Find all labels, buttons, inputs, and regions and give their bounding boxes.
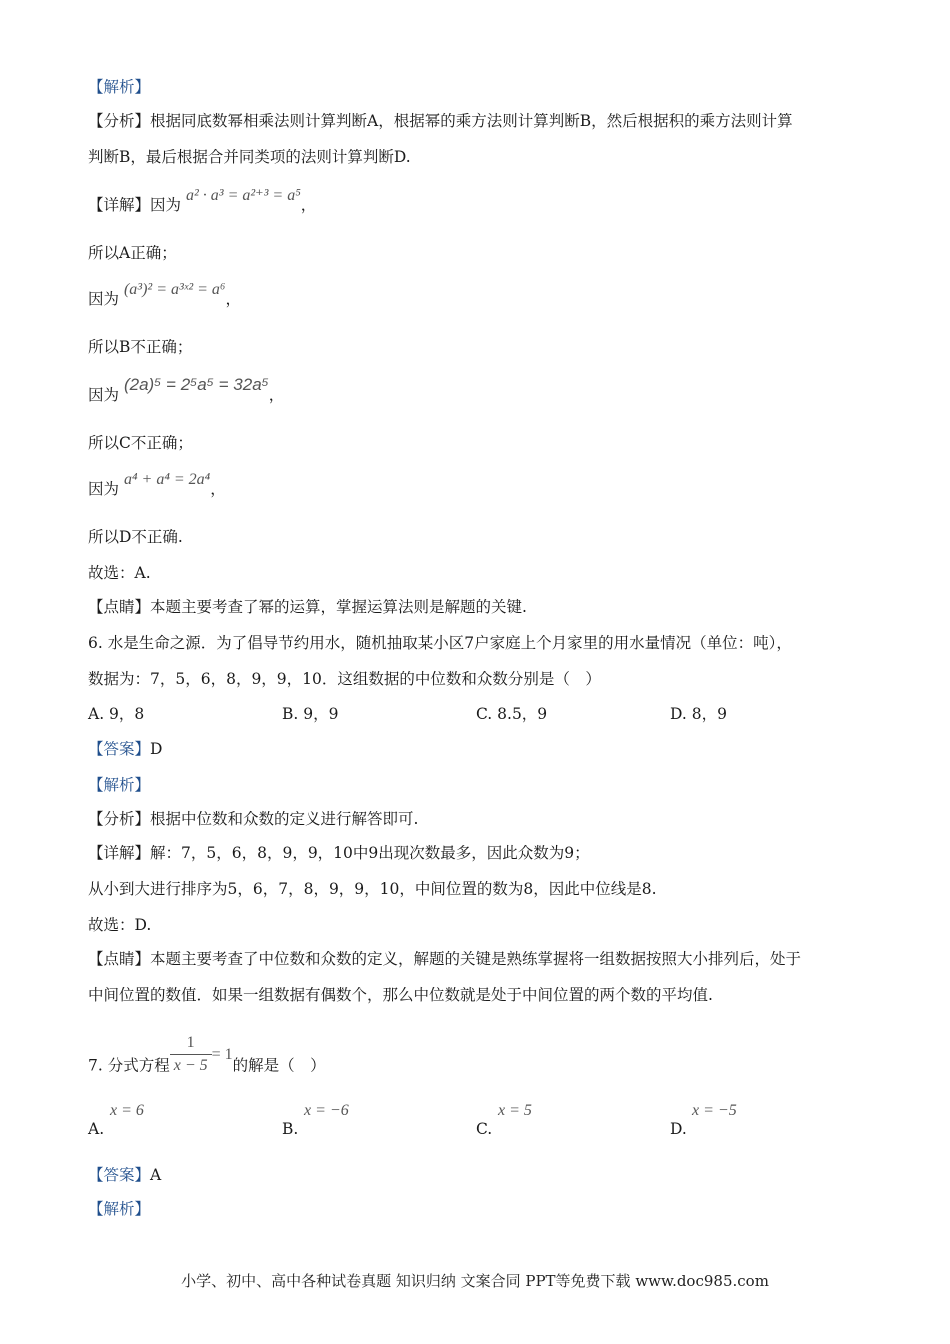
because-label: 因为 (88, 480, 120, 498)
q6-option-c: C. 8.5，9 (476, 705, 548, 723)
q7-option-c-value: x = 5 (498, 1102, 532, 1119)
q7-option-a-letter: A. (88, 1120, 105, 1138)
so-c: 所以C不正确； (88, 434, 193, 452)
answer-value: A (150, 1166, 162, 1184)
q6-option-b: B. 9，9 (282, 705, 339, 723)
fenxi-text: 根据中位数和众数的定义进行解答即可. (150, 810, 419, 828)
jiexi-heading: 【解析】 (88, 776, 151, 794)
comma: ， (210, 480, 226, 498)
q6-xiangjie-2: 从小到大进行排序为5，6，7，8，9，9，10，中间位置的数为8，因此中位线是8. (88, 880, 657, 898)
so-a: 所以A正确； (88, 244, 177, 262)
comma: ， (268, 386, 285, 404)
equation-c: (2a)⁵ = 2⁵a⁵ = 32a⁵ (123, 375, 269, 394)
daan-tag: 【答案】 (88, 740, 151, 758)
q7-prefix: 7. 分式方程 (88, 1056, 170, 1075)
fraction-numerator: 1 (186, 1034, 195, 1051)
q6-answer (88, 738, 162, 760)
q6-dianjing-2: 中间位置的数值．如果一组数据有偶数个，那么中位数就是处于中间位置的两个数的平均值. (88, 986, 713, 1004)
q6-choose: 故选：D. (88, 916, 152, 934)
q6-stem-2: 数据为：7，5，6，8，9，9，10．这组数据的中位数和众数分别是（ ） (88, 670, 601, 688)
q7-option-d-letter: D. (670, 1120, 687, 1138)
q7-option-c-letter: C. (476, 1120, 493, 1138)
jiexi-heading: 【解析】 (88, 78, 151, 96)
equation-b: (a³)² = a³ˣ² = a⁶ (123, 281, 226, 298)
fenxi-paragraph (88, 110, 793, 132)
equation-d: a⁴ + a⁴ = 2a⁴ (123, 471, 211, 488)
q6-xiangjie-1 (88, 842, 590, 864)
equation-a: a² · a³ = a²⁺³ = a⁵ (185, 187, 301, 204)
because-label: 因为 (88, 290, 120, 308)
comma: ， (300, 196, 317, 214)
q6-fenxi (88, 808, 418, 830)
q7-option-b-letter: B. (282, 1120, 299, 1138)
xiangjie-tag: 【详解】 (88, 844, 151, 862)
dianjing-tag: 【点睛】 (88, 950, 151, 968)
footer-banner: 小学、初中、高中各种试卷真题 知识归纳 文案合同 PPT等免费下载 www.doc985.com (181, 1272, 769, 1290)
q6-stem-1: 6. 水是生命之源．为了倡导节约用水，随机抽取某小区7户家庭上个月家里的用水量情况（单位：吨）， (88, 634, 792, 652)
because-label: 因为 (150, 196, 182, 214)
q7-stem (88, 1034, 326, 1089)
fenxi-text-2: 判断B，最后根据合并同类项的法则计算判断D. (88, 148, 411, 166)
jiexi-heading: 【解析】 (88, 1200, 151, 1218)
because-d-line (88, 471, 226, 501)
daan-tag: 【答案】 (88, 1166, 151, 1184)
q7-option-a-value: x = 6 (110, 1102, 144, 1119)
because-label: 因为 (88, 386, 120, 404)
q6-option-a: A. 9，8 (88, 705, 145, 723)
q7-answer (88, 1164, 161, 1186)
so-d: 所以D不正确. (88, 528, 183, 546)
fenxi-tag: 【分析】 (88, 810, 151, 828)
fenxi-tag: 【分析】 (88, 112, 151, 130)
dianjing-text: 本题主要考查了幂的运算，掌握运算法则是解题的关键. (150, 598, 527, 616)
because-b-line (88, 281, 241, 311)
dianjing-text: 本题主要考查了中位数和众数的定义，解题的关键是熟练掌握将一组数据按照大小排列后，处于 (150, 950, 802, 968)
xiangjie-text: 解：7，5，6，8，9，9，10中9出现次数最多，因此众数为9； (150, 844, 590, 862)
dianjing-q5 (88, 596, 527, 618)
q6-option-d: D. 8，9 (670, 705, 727, 723)
choose-a: 故选：A. (88, 564, 151, 582)
xiangjie-a-line (88, 187, 317, 217)
q7-option-d-value: x = −5 (692, 1102, 737, 1119)
fraction-denominator: x − 5 (170, 1054, 212, 1077)
fenxi-text-1: 根据同底数幂相乘法则计算判断A，根据幂的乘方法则计算判断B，然后根据积的乘方法则计算 (150, 112, 793, 130)
q7-option-b-value: x = −6 (304, 1102, 349, 1119)
because-c-line (88, 375, 285, 406)
fraction (170, 1032, 212, 1077)
xiangjie-tag: 【详解】 (88, 196, 151, 214)
fraction-rhs: = 1 (211, 1045, 233, 1063)
so-b: 所以B不正确； (88, 338, 193, 356)
dianjing-tag: 【点睛】 (88, 598, 151, 616)
q6-dianjing-1 (88, 948, 801, 970)
q7-suffix: 的解是（ ） (232, 1056, 326, 1075)
answer-value: D (150, 740, 163, 758)
comma: ， (225, 290, 241, 308)
